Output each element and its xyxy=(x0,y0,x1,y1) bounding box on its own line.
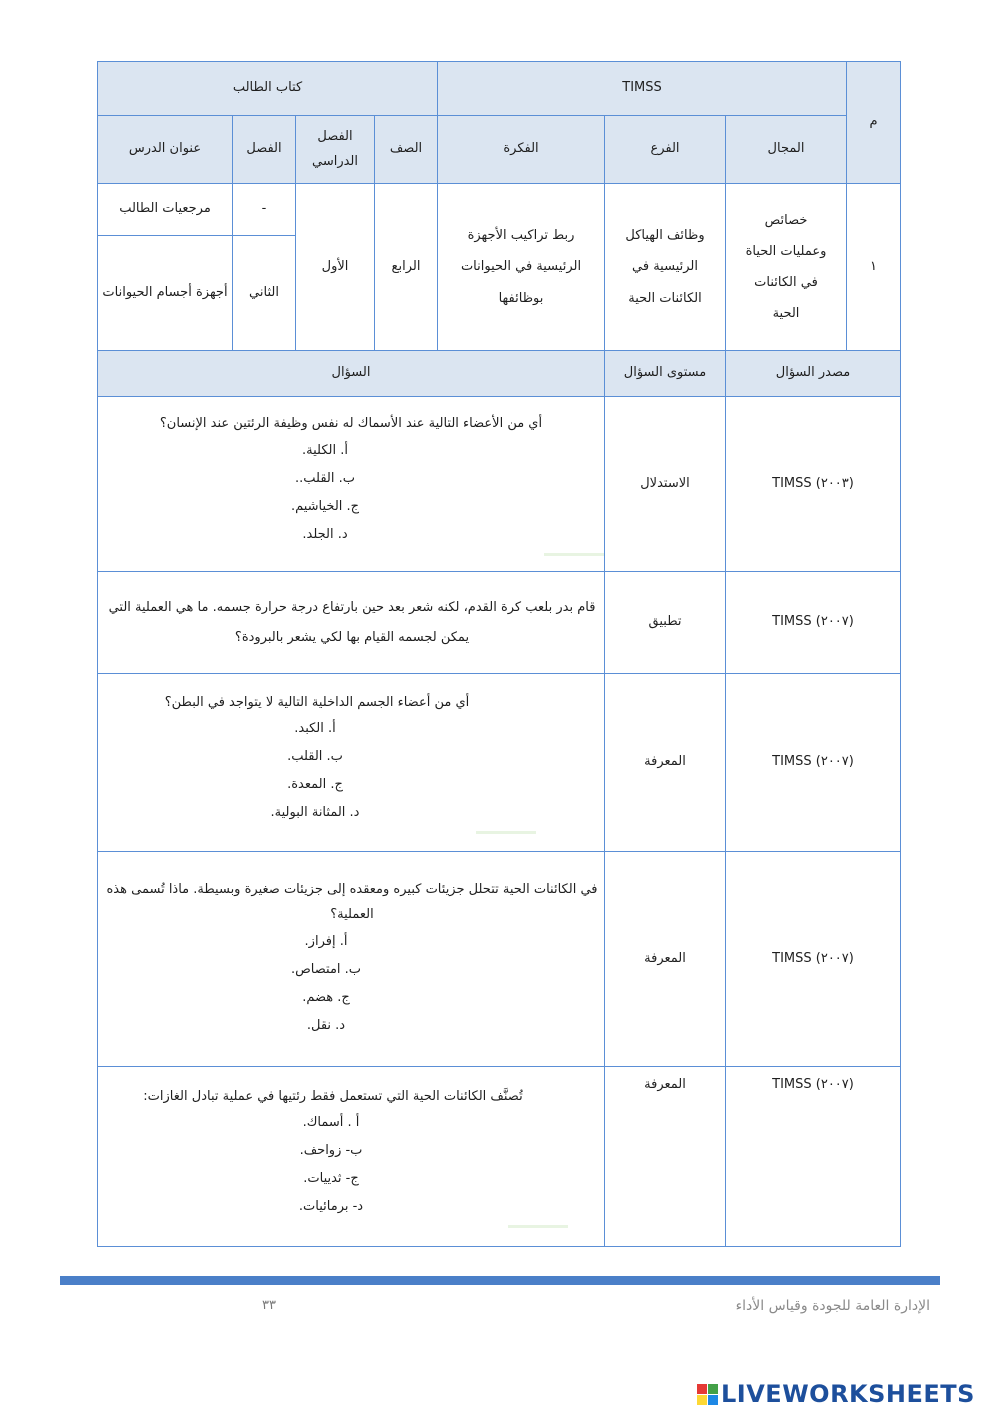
logo-square-blue xyxy=(708,1395,718,1405)
option-c: ج- ثدييات. xyxy=(303,1171,359,1187)
option-a: أ. إفراز. xyxy=(304,933,348,949)
question-options xyxy=(98,715,536,827)
question-row xyxy=(98,572,901,674)
brand-name: LIVEWORKSHEETS xyxy=(721,1380,975,1408)
semester-cell: الأول xyxy=(296,184,375,351)
unit-header: الفصل xyxy=(233,116,296,184)
question-text: في الكائنات الحية تتحلل جزيئات كبيره ومعقده إلى جزيئات صغيرة وبسيطة. ماذا تُسمى هذه العملية؟ xyxy=(106,882,598,923)
question-level: الاستدلال xyxy=(605,397,726,572)
logo-square-green xyxy=(708,1384,718,1394)
question-source: TIMSS (٢٠٠٣) xyxy=(726,397,901,572)
answer-mark xyxy=(476,831,536,834)
branch-header: الفرع xyxy=(605,116,726,184)
option-b: ب. القلب. xyxy=(287,749,343,765)
question-options xyxy=(98,437,604,549)
question-source: TIMSS (٢٠٠٧) xyxy=(726,852,901,1067)
question-options xyxy=(98,1109,568,1221)
logo-square-red xyxy=(697,1384,707,1394)
question-row xyxy=(98,1067,901,1247)
question-text: أي من الأعضاء التالية عند الأسماك له نفس وظيفة الرئتين عند الإنسان؟ xyxy=(159,416,543,432)
liveworksheets-logo-icon xyxy=(697,1384,718,1405)
row-number: ١ xyxy=(847,184,901,351)
question-text: تُصنَّف الكائنات الحية التي تستعمل فقط رئتيها في عملية تبادل الغازات: xyxy=(143,1088,523,1104)
option-c: ج. هضم. xyxy=(302,989,350,1005)
option-a: أ . أسماك. xyxy=(302,1115,360,1131)
worksheet-table xyxy=(97,61,901,1247)
question-row xyxy=(98,852,901,1067)
option-c: ج. الخياشيم. xyxy=(290,498,360,514)
liveworksheets-brand[interactable] xyxy=(697,1380,975,1408)
logo-square-yellow xyxy=(697,1395,707,1405)
timss-header: TIMSS xyxy=(438,62,847,116)
m-header: م xyxy=(847,62,901,184)
unit-cell: الثاني xyxy=(233,236,296,351)
semester-header: الفصل الدراسي xyxy=(296,116,375,184)
answer-mark xyxy=(508,1225,568,1228)
domain-cell: خصائص وعمليات الحياة في الكائنات الحية xyxy=(726,184,847,351)
option-d: د. نقل. xyxy=(306,1017,346,1033)
question-level: تطبيق xyxy=(605,572,726,674)
source-header: مصدر السؤال xyxy=(726,351,901,397)
question-row xyxy=(98,674,901,852)
question-cell xyxy=(98,674,605,852)
option-b: ب. القلب.. xyxy=(295,470,355,486)
reference-title-cell: مرجعيات الطالب xyxy=(98,184,233,236)
grade-header: الصف xyxy=(375,116,438,184)
option-b: ب- زواحف. xyxy=(299,1143,363,1159)
question-level: المعرفة xyxy=(605,1067,726,1247)
question-source: TIMSS (٢٠٠٧) xyxy=(726,674,901,852)
lesson-title-header: عنوان الدرس xyxy=(98,116,233,184)
answer-mark xyxy=(544,553,604,556)
level-header: مستوى السؤال xyxy=(605,351,726,397)
question-cell xyxy=(98,852,605,1067)
question-options xyxy=(100,928,604,1040)
question-level: المعرفة xyxy=(605,674,726,852)
page-number: ٣٣ xyxy=(262,1298,276,1313)
question-cell xyxy=(98,1067,605,1247)
question-text: أي من أعضاء الجسم الداخلية التالية لا يتواجد في البطن؟ xyxy=(164,694,470,710)
option-b: ب. امتصاص. xyxy=(290,961,362,977)
question-text: قام بدر بلعب كرة القدم، لكنه شعر بعد حين بارتفاع درجة حرارة جسمه. ما هي العملية التي يمكن لجسمه القيام بها لكي يشعر بالبرودة؟ xyxy=(108,599,596,645)
option-a: أ. الكلية. xyxy=(302,442,348,458)
student-book-header: كتاب الطالب xyxy=(98,62,438,116)
grade-cell: الرابع xyxy=(375,184,438,351)
idea-header: الفكرة xyxy=(438,116,605,184)
question-cell xyxy=(98,572,605,674)
lesson-cell: أجهزة أجسام الحيوانات xyxy=(98,236,233,351)
question-cell xyxy=(98,397,605,572)
question-source: TIMSS (٢٠٠٧) xyxy=(726,572,901,674)
footer-divider xyxy=(60,1276,940,1285)
footer-organization: الإدارة العامة للجودة وقياس الأداء xyxy=(735,1298,930,1314)
option-a: أ. الكبد. xyxy=(294,721,336,737)
option-c: ج. المعدة. xyxy=(287,777,343,793)
idea-cell: ربط تراكيب الأجهزة الرئيسية في الحيوانات بوظائفها xyxy=(438,184,605,351)
question-header: السؤال xyxy=(98,351,605,397)
option-d: د. الجلد. xyxy=(302,526,348,542)
option-d: د- برمائيات. xyxy=(298,1199,364,1215)
branch-cell: وظائف الهياكل الرئيسية في الكائنات الحية xyxy=(605,184,726,351)
question-source: TIMSS (٢٠٠٧) xyxy=(726,1067,901,1247)
reference-unit-cell: - xyxy=(233,184,296,236)
option-d: د. المثانة البولية. xyxy=(270,805,360,821)
domain-header: المجال xyxy=(726,116,847,184)
question-level: المعرفة xyxy=(605,852,726,1067)
question-row xyxy=(98,397,901,572)
